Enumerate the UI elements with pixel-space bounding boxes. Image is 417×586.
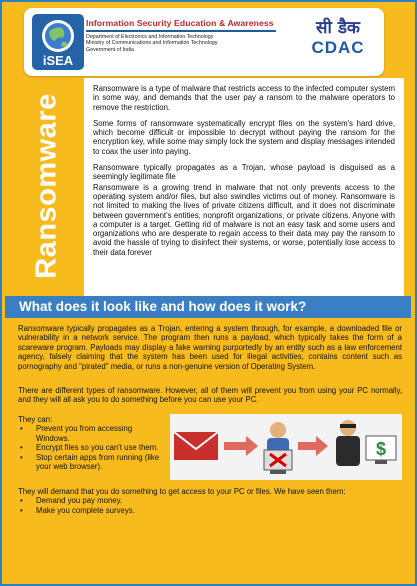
header-banner <box>24 8 384 76</box>
section-heading-bar <box>5 296 411 318</box>
side-title <box>20 84 74 288</box>
can-do-label: They can: <box>18 415 53 424</box>
org-block <box>86 18 296 53</box>
can-do-list <box>18 424 164 471</box>
isea-logo <box>32 14 84 70</box>
demands-list <box>18 496 402 515</box>
cdac-logo <box>304 18 372 58</box>
intro-box <box>84 78 404 300</box>
list-item: • Prevent you from accessing Windows. <box>18 424 164 443</box>
list-item: • Demand you pay money. <box>18 496 402 505</box>
list-item: • Stop certain apps from running (like your web browser). <box>18 453 164 472</box>
demands-intro: They will demand that you do something to get access to your PC or files. We have seen them: <box>18 487 346 496</box>
org-divider <box>86 30 276 32</box>
ransomware-illustration <box>170 414 402 480</box>
section-paragraph-1: Ransomware typically propagates as a Trojan, entering a system through, for example, a downloaded file or vulnerability in a network service. The program then runs a payload, which typically takes the form of a scareware program. Payloads may display a fake warning purportedly by an entity such as a law enforcement agency, falsely claiming that the system has been used for illegal activities, contains content such as pornography and "pirated" media, or runs a non-genuine version of Operating System. <box>18 324 402 371</box>
org-line-ministry: Ministry of Communications and Information Technology <box>86 40 218 47</box>
intro-paragraph-4: Ransomware is a growing trend in malware that not only prevents access to the operating system and/or files, but also swindles victims out of money. Ransomware is not limited to making the lives of private citizens difficult, and it does not discriminate between government's entities, nonprofit organizations, or private citizens. Anyone with a computer is a target. Getting rid of malware is not an easy task and some users and organizations who are desperate to regain access to their data may pay the ransom to avoid the hassle of trying to disinfect their systems, or worse, potentially lose access to their data forever <box>93 182 395 257</box>
list-item: • Make you complete surveys. <box>18 506 402 515</box>
intro-paragraph-1: Ransomware is a type of malware that restricts access to the infected computer system in some way, and demands that the user pay a ransom to the malware operators to remove the restriction. <box>93 84 395 112</box>
money-symbol: $ <box>375 439 387 459</box>
org-line-govt: Government of India <box>86 46 134 53</box>
list-item: • Encrypt files so you can't use them. <box>18 443 164 452</box>
cdac-english-text: CDAC <box>311 38 365 57</box>
intro-paragraph-3: Ransomware typically propagates as a Trojan, whose payload is disguised as a seemingly legitimate file <box>93 163 395 182</box>
can-do-block <box>18 415 164 471</box>
money-monitor-icon <box>366 436 396 464</box>
side-title-text: Ransomware <box>30 93 63 279</box>
section-heading: What does it look like and how does it work? <box>19 299 307 314</box>
section-paragraph-2: There are different types of ransomware. However, all of them will prevent you from using your PC normally, and they will all ask you to do something before you can use your PC. <box>18 386 402 405</box>
cdac-hindi-text: सी डैक <box>316 18 360 38</box>
org-title: Information Security Education & Awareness <box>86 18 274 28</box>
demands-block <box>18 487 402 515</box>
org-line-dept: Department of Electronics and Information Technology <box>86 34 214 40</box>
envelope-icon <box>174 432 218 460</box>
intro-paragraph-2: Some forms of ransomware systematically encrypt files on the system's hard drive, which become difficult or impossible to decrypt without paying the ransom for the encryption key, while some may simply lock the system and display messages intended to coax the user into paying. <box>93 118 395 156</box>
isea-logo-text: iSEA <box>42 53 74 68</box>
